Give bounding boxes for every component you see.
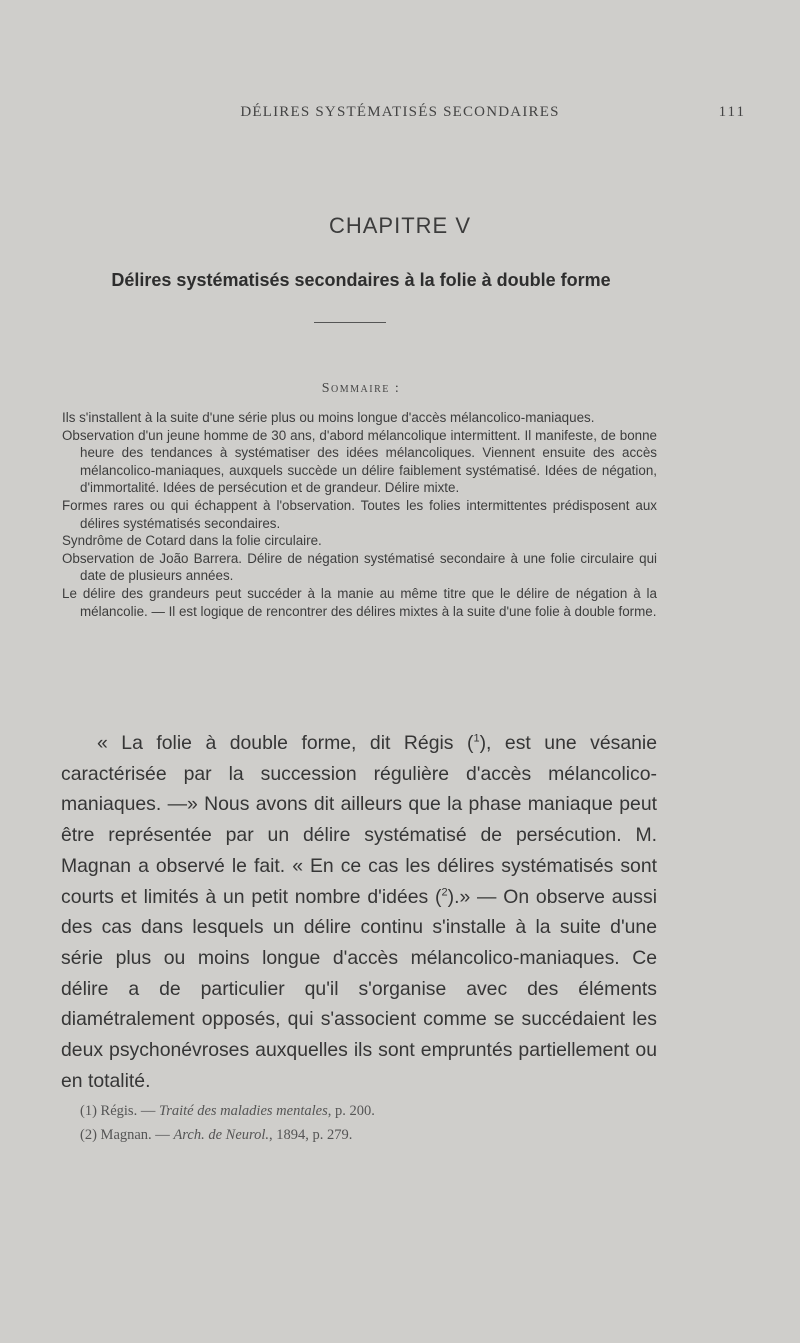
sommaire-item: Ils s'installent à la suite d'une série plus ou moins longue d'accès mélancolico-maniaques. (62, 410, 595, 425)
footnotes (80, 1099, 640, 1147)
sommaire-item: Le délire des grandeurs peut succéder à la manie au même titre que le délire de négation à la mélancolie. — Il est logique de rencontrer des délires mixtes à la suite d'une folie à double forme. (62, 585, 657, 619)
footnote-author: Magnan. — (100, 1127, 170, 1143)
footnote-work: Traité des maladies mentales (158, 1103, 328, 1119)
running-title: DÉLIRES SYSTÉMATISÉS SECONDAIRES (240, 104, 560, 120)
sommaire-item: Syndrôme de Cotard dans la folie circulaire. (62, 533, 322, 549)
body-paragraph (61, 728, 657, 1096)
footnote-work: Arch. de Neurol. (173, 1127, 270, 1143)
chapter-title: Délires systématisés secondaires à la folie à double forme (111, 270, 611, 290)
footnote-author: Régis. — (100, 1103, 156, 1119)
footnote (80, 1099, 640, 1123)
footnote (80, 1123, 640, 1147)
body-text-part: « La folie à double forme, dit Régis ( (97, 732, 474, 754)
body-text-part: ).» — On observe aussi des cas dans lesquels un délire continu s'installe à la suite d'une série plus ou moins longue d'accès mélancolico-maniaques. Ce délire a de particulier qu'il s'organise avec des éléments diamétralement opposés, qui s'associent comme se succédaient les deux psychonévroses auxquelles ils sont empruntés partiellement ou en totalité. (61, 885, 657, 1092)
page-number: 111 (718, 104, 746, 120)
sommaire-item: Observation d'un jeune homme de 30 ans, d'abord mélancolique intermittent. Il manifeste, de bonne heure des tendances à systématiser des idées mélancoliques. Viennent ensuite des accès mélancolico-maniaques, auxquels succède un délire faiblement systématisé. Idées de négation, d'immortalité. Idées de persécution et de grandeur. Délire mixte. (62, 427, 657, 496)
running-header (60, 104, 746, 124)
footnote-ref[interactable]: 2 (441, 886, 448, 899)
footnote-marker: (1) (80, 1103, 97, 1119)
footnote-rest: , 1894, p. 279. (269, 1127, 353, 1143)
sommaire-heading: Sommaire : (321, 381, 401, 396)
sommaire-item: Formes rares ou qui échappent à l'observation. Toutes les folies intermittentes prédisposent aux délires systématisés secondaires. (62, 497, 657, 531)
footnote-marker: (2) (80, 1127, 97, 1143)
chapter-label: CHAPITRE V (328, 213, 472, 238)
sommaire-list (62, 409, 657, 620)
body-text-part: ), est une vésanie caractérisée par la succession régulière d'accès mélancolico-maniaques. —» Nous avons dit ailleurs que la phase maniaque peut être représentée par un délire systématisé de persécution. M. Magnan a observé le fait. « En ce cas les délires systématisés sont courts et limités à un petit nombre d'idées ( (61, 732, 657, 908)
footnote-ref[interactable]: 1 (473, 732, 480, 745)
footnote-rest: , p. 200. (327, 1103, 375, 1119)
section-divider (314, 322, 386, 323)
sommaire-item: Observation de João Barrera. Délire de négation systématisé secondaire à une folie circulaire qui date de plusieurs années. (62, 550, 657, 584)
